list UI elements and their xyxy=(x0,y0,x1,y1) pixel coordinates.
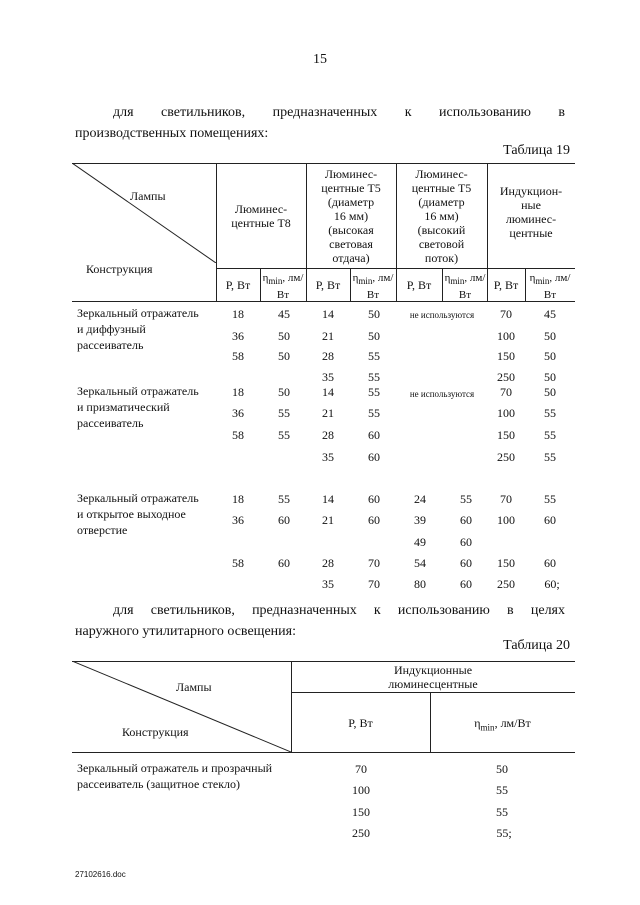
row-label-transparent: Зеркальный отражатель и прозрачный рассеиватель (защитное стекло) xyxy=(77,761,273,791)
table-cell: 60 xyxy=(460,577,472,591)
table-cell: 150 xyxy=(497,428,515,442)
table-cell: 55 xyxy=(368,370,380,384)
table-cell: 60 xyxy=(368,492,380,506)
table-cell: 55 xyxy=(368,349,380,363)
corner-lamps-label: Лампы xyxy=(130,189,166,203)
subheader-efficacy: $\eta_{min}$, лм/Вт xyxy=(262,272,304,302)
table-cell: 50 xyxy=(368,307,380,321)
table-cell: 28 xyxy=(322,556,334,570)
subheader-power: Р, Вт xyxy=(406,278,432,292)
table-cell: 18 xyxy=(232,385,244,399)
table-cell: 100 xyxy=(497,513,515,527)
table-cell: 55 xyxy=(278,428,290,442)
table-cell: 250 xyxy=(497,577,515,591)
table-cell: 150 xyxy=(497,556,515,570)
table-cell: 55 xyxy=(460,492,472,506)
group-header-t8: Люминес- центные Т8 xyxy=(231,202,291,230)
table-cell: 60 xyxy=(368,428,380,442)
table-cell: 55; xyxy=(496,826,512,840)
table-cell: 21 xyxy=(322,406,334,420)
table-cell: 24 xyxy=(414,492,426,506)
table-cell: 60 xyxy=(278,513,290,527)
paragraph-2-line-2: наружного утилитарного освещения: xyxy=(75,624,296,639)
table-cell: 55 xyxy=(496,805,508,819)
table-cell: 58 xyxy=(232,428,244,442)
table-cell: 50 xyxy=(368,329,380,343)
row-label-prismatic: Зеркальный отражатель и призматический рассеиватель xyxy=(77,384,199,430)
table-cell: 50 xyxy=(544,329,556,343)
subheader-efficacy: $\eta_{min}$, лм/Вт xyxy=(352,272,394,302)
not-used-note: не используются xyxy=(409,389,475,399)
table-cell: 55 xyxy=(278,492,290,506)
table-cell: 55 xyxy=(278,406,290,420)
table-cell: 60 xyxy=(460,513,472,527)
subheader-power: Р, Вт xyxy=(225,278,251,292)
table-cell: 49 xyxy=(414,535,426,549)
table-cell: 55 xyxy=(544,450,556,464)
table-cell: 60 xyxy=(544,556,556,570)
table-cell: 36 xyxy=(232,406,244,420)
table-cell: 50 xyxy=(496,762,508,776)
page-number: 15 xyxy=(313,52,327,67)
table-cell: 70 xyxy=(368,556,380,570)
table-cell: 50 xyxy=(278,385,290,399)
table-cell: 39 xyxy=(414,513,426,527)
subheader-efficacy: $\eta_{min}$, лм/Вт xyxy=(444,272,486,302)
table-cell: 100 xyxy=(497,406,515,420)
table-cell: 50 xyxy=(544,385,556,399)
table-cell: 60; xyxy=(544,577,560,591)
table-cell: 58 xyxy=(232,349,244,363)
subheader-power: Р, Вт xyxy=(493,278,519,292)
row-label-diffuse: Зеркальный отражатель и диффузный рассеиватель xyxy=(77,306,199,352)
row-label-open-aperture: Зеркальный отражатель и открытое выходное отверстие xyxy=(77,491,199,537)
table-cell: 45 xyxy=(544,307,556,321)
corner-construction-label: Конструкция xyxy=(86,262,153,276)
table-cell: 60 xyxy=(460,535,472,549)
table-cell: 35 xyxy=(322,450,334,464)
table-cell: 21 xyxy=(322,329,334,343)
table-cell: 18 xyxy=(232,492,244,506)
table-rule xyxy=(72,301,575,302)
not-used-note: не используются xyxy=(409,310,475,320)
table-cell: 60 xyxy=(278,556,290,570)
table-cell: 70 xyxy=(368,577,380,591)
corner-lamps-label: Лампы xyxy=(176,680,212,694)
diagonal-line xyxy=(72,163,216,263)
table-cell: 70 xyxy=(500,307,512,321)
table-cell: 250 xyxy=(497,370,515,384)
table-cell: 14 xyxy=(322,307,334,321)
table-cell: 54 xyxy=(414,556,426,570)
paragraph-1-line-1: для светильников, предназначенных к использованию в xyxy=(113,105,565,120)
subheader-power: Р, Вт xyxy=(315,278,341,292)
table-cell: 70 xyxy=(500,385,512,399)
table-cell: 100 xyxy=(497,329,515,343)
table-cell: 14 xyxy=(322,385,334,399)
footer-filename: 27102616.doc xyxy=(75,870,126,879)
table-cell: 55 xyxy=(544,492,556,506)
table-cell: 58 xyxy=(232,556,244,570)
table-cell: 28 xyxy=(322,349,334,363)
group-header-induction: Индукционные люминесцентные xyxy=(388,663,478,691)
table-cell: 21 xyxy=(322,513,334,527)
corner-construction-label: Конструкция xyxy=(122,725,189,739)
subheader-power: Р, Вт xyxy=(348,716,373,730)
table-cell: 36 xyxy=(232,513,244,527)
paragraph-2-line-1: для светильников, предназначенных к использованию в целях xyxy=(113,603,565,618)
table-cell: 50 xyxy=(278,329,290,343)
table-cell: 250 xyxy=(352,826,370,840)
table-rule xyxy=(72,752,575,753)
table-cell: 60 xyxy=(368,450,380,464)
subheader-efficacy: $\eta_{min}$, лм/Вт xyxy=(529,272,571,302)
table-cell: 55 xyxy=(544,428,556,442)
table-cell: 50 xyxy=(544,370,556,384)
table-cell: 55 xyxy=(368,385,380,399)
table20-caption: Таблица 20 xyxy=(503,638,570,653)
table-cell: 250 xyxy=(497,450,515,464)
table-cell: 55 xyxy=(368,406,380,420)
group-header-t5-high-flux: Люминес- центные Т5 (диаметр 16 мм) (высокий световой поток) xyxy=(411,167,472,265)
group-header-t5-high-efficacy: Люминес- центные Т5 (диаметр 16 мм) (высокая световая отдача) xyxy=(321,167,381,265)
table-cell: 150 xyxy=(352,805,370,819)
table-cell: 28 xyxy=(322,428,334,442)
table-cell: 150 xyxy=(497,349,515,363)
table-cell: 60 xyxy=(460,556,472,570)
table-rule xyxy=(291,692,575,693)
table-cell: 70 xyxy=(500,492,512,506)
subheader-efficacy: $\eta_{min}$, лм/Вт xyxy=(474,716,531,733)
table-cell: 80 xyxy=(414,577,426,591)
table-cell: 36 xyxy=(232,329,244,343)
table-cell: 100 xyxy=(352,783,370,797)
table19-caption: Таблица 19 xyxy=(503,143,570,158)
paragraph-1-line-2: производственных помещениях: xyxy=(75,126,269,141)
paragraph-1 xyxy=(75,102,565,144)
table-cell: 50 xyxy=(544,349,556,363)
table-cell: 55 xyxy=(496,783,508,797)
paragraph-2 xyxy=(75,600,565,642)
table-cell: 55 xyxy=(544,406,556,420)
table-cell: 45 xyxy=(278,307,290,321)
table-cell: 35 xyxy=(322,370,334,384)
table-cell: 60 xyxy=(544,513,556,527)
table-cell: 14 xyxy=(322,492,334,506)
table-cell: 70 xyxy=(355,762,367,776)
table-cell: 50 xyxy=(278,349,290,363)
table-cell: 35 xyxy=(322,577,334,591)
table-cell: 18 xyxy=(232,307,244,321)
group-header-induction: Индукцион- ные люминес- центные xyxy=(499,184,563,240)
table-cell: 60 xyxy=(368,513,380,527)
